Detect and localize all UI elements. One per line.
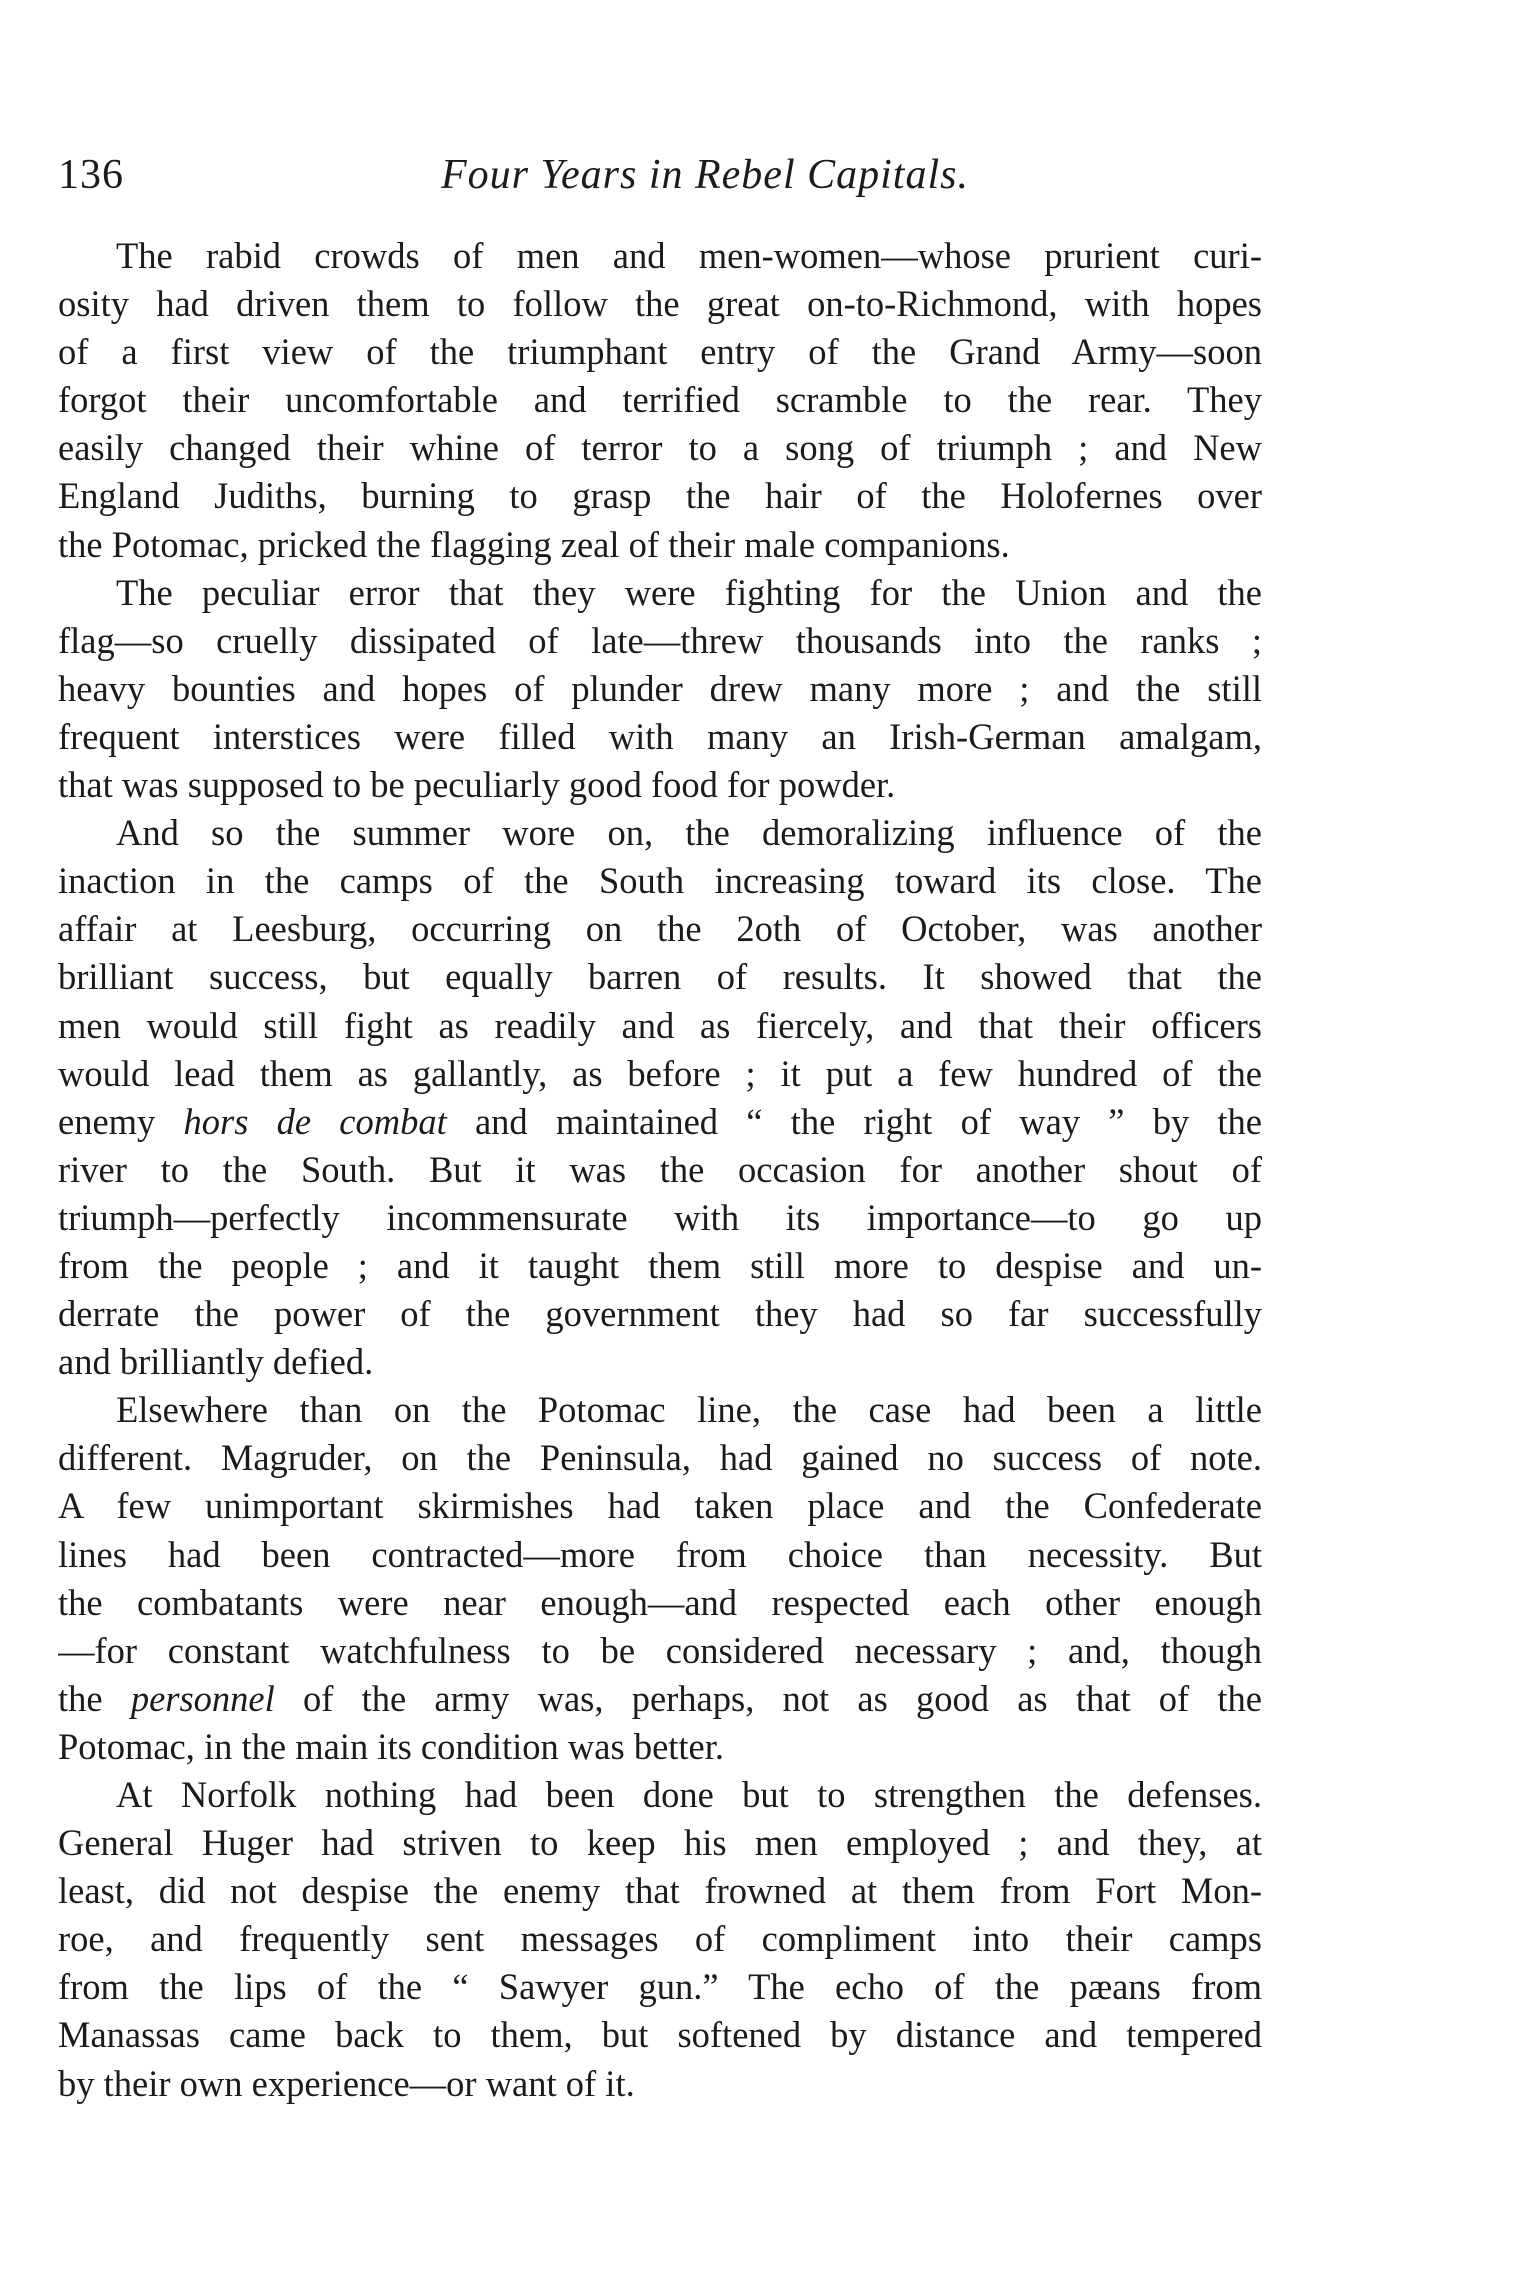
text-line: roe, and frequently sent messages of compliment into their camps [58, 1918, 1262, 1960]
text-line: flag—so cruelly dissipated of late—threw thousands into the ranks ; [58, 619, 1262, 661]
text-line: osity had driven them to follow the great on-to-Richmond, with hopes [58, 283, 1262, 325]
text-line: of a first view of the triumphant entry of the Grand Army—soon [58, 331, 1262, 373]
italic-phrase: hors de combat [183, 1100, 447, 1142]
text-line: the combatants were near enough—and respected each other enough [58, 1581, 1262, 1623]
text-line: Elsewhere than on the Potomac line, the case had been a little [116, 1389, 1262, 1431]
text-line: —for constant watchfulness to be considered necessary ; and, though [58, 1629, 1262, 1671]
paragraph-5 [58, 1771, 1262, 2108]
text-line: The peculiar error that they were fighting for the Union and the [116, 571, 1262, 613]
running-header [58, 140, 1262, 210]
text-line: Manassas came back to them, but softened by distance and tempered [58, 2014, 1262, 2056]
text-line: the Potomac, pricked the flagging zeal of their male companions. [58, 523, 1010, 565]
text-line: men would still fight as readily and as fiercely, and that their officers [58, 1004, 1262, 1046]
text-fragment: enemy [58, 1100, 184, 1142]
text-line: heavy bounties and hopes of plunder drew many more ; and the still [58, 667, 1262, 709]
text-line: inaction in the camps of the South increasing toward its close. The [58, 860, 1262, 902]
text-line: A few unimportant skirmishes had taken place and the Confederate [58, 1485, 1262, 1527]
text-line: triumph—perfectly incommensurate with its importance—to go up [58, 1196, 1262, 1238]
text-line: brilliant success, but equally barren of results. It showed that the [58, 956, 1262, 998]
text-fragment: and maintained “ the right of way ” by the [446, 1100, 1262, 1142]
text-line: affair at Leesburg, occurring on the 2oth of October, was another [58, 908, 1262, 950]
text-line: river to the South. But it was the occasion for another shout of [58, 1148, 1262, 1190]
text-line: forgot their uncomfortable and terrified scramble to the rear. They [58, 379, 1262, 421]
text-line: General Huger had striven to keep his men employed ; and they, at [58, 1822, 1262, 1864]
text-line: At Norfolk nothing had been done but to strengthen the defenses. [116, 1774, 1262, 1815]
body-text [58, 232, 1262, 2108]
text-fragment: of the army was, perhaps, not as good as that of the [274, 1677, 1262, 1719]
italic-phrase: personnel [130, 1677, 275, 1719]
text-line: would lead them as gallantly, as before ; it put a few hundred of the [58, 1052, 1262, 1094]
text-line: easily changed their whine of terror to a song of triumph ; and New [58, 427, 1262, 469]
page-number: 136 [58, 152, 124, 198]
text-line: The rabid crowds of men and men-women—whose prurient curi- [116, 235, 1262, 276]
paragraph-3 [58, 809, 1262, 1386]
paragraph-4 [58, 1386, 1262, 1771]
text-line: from the people ; and it taught them still more to despise and un- [58, 1244, 1262, 1286]
text-fragment: the [58, 1677, 131, 1719]
text-line: England Judiths, burning to grasp the hair of the Holofernes over [58, 475, 1262, 517]
paragraph-1 [58, 232, 1262, 569]
text-line: derrate the power of the government they had so far successfully [58, 1293, 1262, 1335]
text-line: frequent interstices were filled with many an Irish-German amalgam, [58, 715, 1262, 757]
text-line-with-italic [58, 1098, 1262, 1146]
paragraph-2 [58, 569, 1262, 809]
text-line: by their own experience—or want of it. [58, 2062, 635, 2104]
text-line: different. Magruder, on the Peninsula, had gained no success of note. [58, 1437, 1262, 1479]
text-line: that was supposed to be peculiarly good food for powder. [58, 764, 896, 806]
running-title: Four Years in Rebel Capitals. [441, 152, 969, 198]
text-line: Potomac, in the main its condition was better. [58, 1725, 725, 1767]
text-line-with-italic [58, 1675, 1262, 1723]
text-line: And so the summer wore on, the demoralizing influence of the [116, 812, 1262, 854]
text-line: least, did not despise the enemy that frowned at them from Fort Mon- [58, 1870, 1262, 1912]
text-line: and brilliantly defied. [58, 1341, 374, 1383]
text-line: from the lips of the “ Sawyer gun.” The echo of the pæans from [58, 1966, 1262, 2008]
text-line: lines had been contracted—more from choice than necessity. But [58, 1533, 1262, 1575]
